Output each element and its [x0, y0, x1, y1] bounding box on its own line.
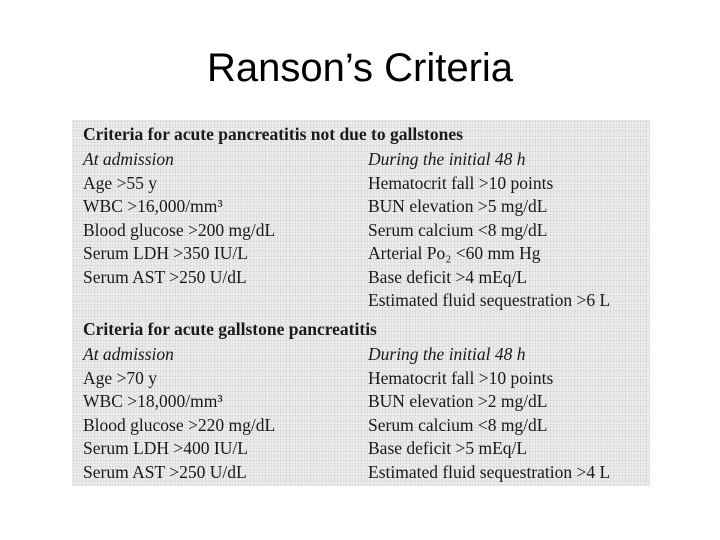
criterion-item: Serum AST >250 U/dL: [83, 461, 247, 482]
criterion-item: Hematocrit fall >10 points: [368, 367, 554, 388]
criterion-item: Estimated fluid sequestration >6 L: [368, 290, 611, 310]
criterion-item: Arterial Po₂ <60 mm Hg: [368, 243, 541, 263]
criterion-item: Serum LDH >350 IU/L: [83, 243, 248, 263]
criterion-item: Serum AST >250 U/dL: [83, 266, 247, 287]
criterion-item: Blood glucose >220 mg/dL: [83, 414, 276, 435]
criterion-item: Base deficit >4 mEq/L: [368, 266, 528, 287]
criterion-item: Estimated fluid sequestration >4 L: [368, 461, 611, 482]
criterion-item: Serum calcium <8 mg/dL: [368, 414, 548, 435]
criterion-item: BUN elevation >2 mg/dL: [368, 391, 548, 411]
criteria-table-image: [72, 120, 650, 486]
section-title: Criteria for acute gallstone pancreatitis: [83, 319, 377, 339]
criterion-item: WBC >18,000/mm³: [83, 391, 223, 411]
criterion-item: BUN elevation >5 mg/dL: [368, 196, 548, 216]
admission-column: [83, 343, 275, 484]
criterion-item: Blood glucose >200 mg/dL: [83, 219, 276, 240]
initial-48h-column: [368, 343, 610, 484]
column-header: During the initial 48 h: [368, 344, 526, 364]
admission-column: [83, 148, 275, 289]
criterion-item: WBC >16,000/mm³: [83, 196, 223, 216]
criterion-item: Serum calcium <8 mg/dL: [368, 219, 548, 240]
criterion-item: Hematocrit fall >10 points: [368, 172, 554, 193]
criterion-item: Serum LDH >400 IU/L: [83, 438, 248, 458]
criterion-item: Age >70 y: [83, 367, 158, 388]
criterion-item: Base deficit >5 mEq/L: [368, 438, 528, 458]
column-header: During the initial 48 h: [368, 149, 526, 169]
slide-title: Ranson’s Criteria: [206, 46, 514, 90]
criterion-item: Age >55 y: [83, 172, 158, 193]
column-header: At admission: [83, 344, 174, 364]
section-title: Criteria for acute pancreatitis not due to gallstones: [83, 124, 463, 144]
initial-48h-column: [368, 148, 610, 313]
column-header: At admission: [83, 149, 174, 169]
